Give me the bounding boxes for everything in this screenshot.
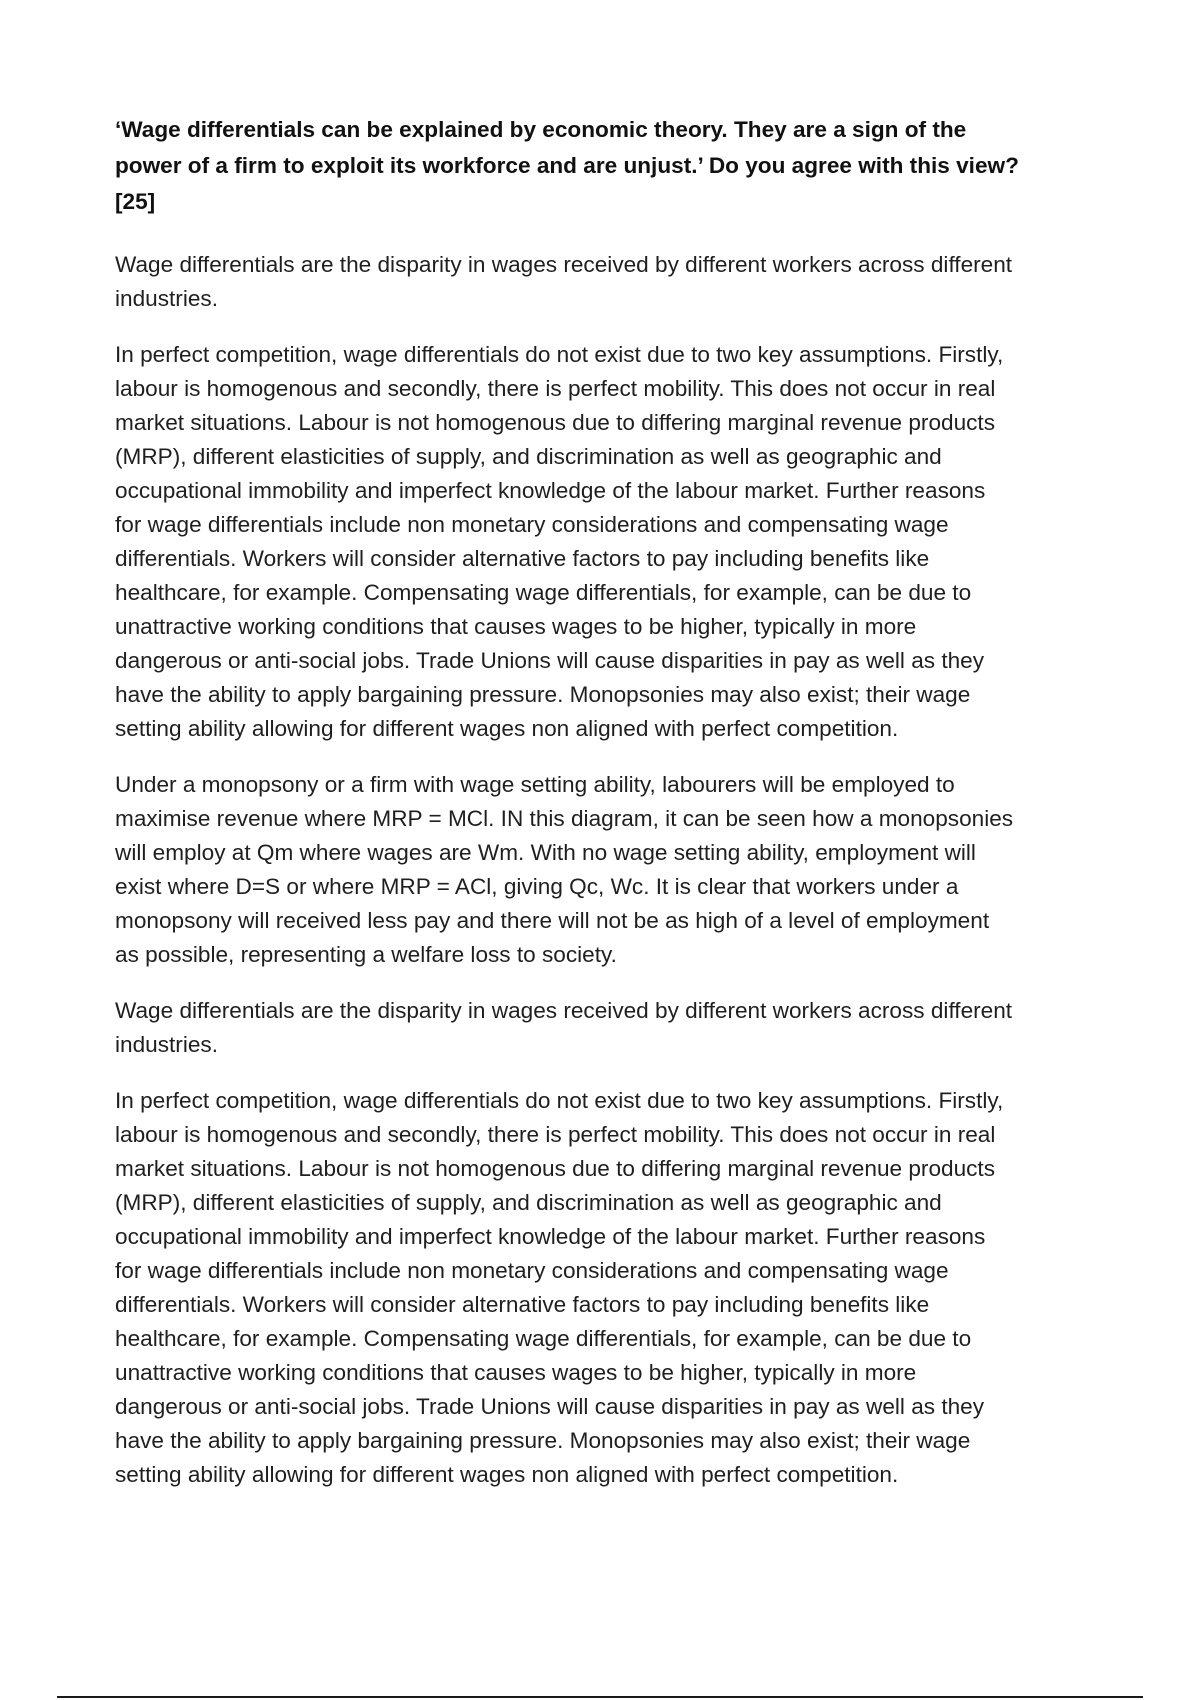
text-line: will employ at Qm where wages are Wm. With no wage setting ability, employment will xyxy=(115,840,976,865)
text-line: differentials. Workers will consider alternative factors to pay including benefits like xyxy=(115,1292,930,1317)
text-line: setting ability allowing for different wages non aligned with perfect competition. xyxy=(115,716,899,741)
text-line: as possible, representing a welfare loss to society. xyxy=(115,942,617,967)
text-line: for wage differentials include non monetary considerations and compensating wage xyxy=(115,1258,949,1283)
essay-question xyxy=(115,112,1095,220)
text-line: Under a monopsony or a firm with wage setting ability, labourers will be employed to xyxy=(115,772,955,797)
text-line: occupational immobility and imperfect knowledge of the labour market. Further reasons xyxy=(115,1224,986,1249)
text-line: market situations. Labour is not homogenous due to differing marginal revenue products xyxy=(115,410,996,435)
text-line: unattractive working conditions that causes wages to be higher, typically in more xyxy=(115,1360,917,1385)
document-body xyxy=(115,112,1095,1514)
text-line: dangerous or anti-social jobs. Trade Unions will cause disparities in pay as well as they xyxy=(115,1394,985,1419)
essay-question-marks: [25] xyxy=(115,189,156,214)
text-line: differentials. Workers will consider alternative factors to pay including benefits like xyxy=(115,546,930,571)
text-line: In perfect competition, wage differentials do not exist due to two key assumptions. Firstly, xyxy=(115,342,1004,367)
text-line: market situations. Labour is not homogenous due to differing marginal revenue products xyxy=(115,1156,996,1181)
text-line: have the ability to apply bargaining pressure. Monopsonies may also exist; their wage xyxy=(115,682,971,707)
text-line: for wage differentials include non monetary considerations and compensating wage xyxy=(115,512,949,537)
text-line: healthcare, for example. Compensating wage differentials, for example, can be due to xyxy=(115,580,972,605)
essay-question-line: power of a firm to exploit its workforce and are unjust.’ Do you agree with this view? xyxy=(115,153,1019,178)
text-line: labour is homogenous and secondly, there is perfect mobility. This does not occur in real xyxy=(115,376,996,401)
text-line: Wage differentials are the disparity in wages received by different workers across different xyxy=(115,252,1013,277)
text-line: exist where D=S or where MRP = ACl, giving Qc, Wc. It is clear that workers under a xyxy=(115,874,959,899)
text-line: maximise revenue where MRP = MCl. IN this diagram, it can be seen how a monopsonies xyxy=(115,806,1014,831)
text-line: setting ability allowing for different wages non aligned with perfect competition. xyxy=(115,1462,899,1487)
text-line: (MRP), different elasticities of supply, and discrimination as well as geographic and xyxy=(115,1190,942,1215)
text-line: unattractive working conditions that causes wages to be higher, typically in more xyxy=(115,614,917,639)
text-line: occupational immobility and imperfect knowledge of the labour market. Further reasons xyxy=(115,478,986,503)
text-line: healthcare, for example. Compensating wage differentials, for example, can be due to xyxy=(115,1326,972,1351)
text-line: industries. xyxy=(115,286,218,311)
paragraph-definition xyxy=(115,248,1095,316)
paragraph-perfect-competition-repeat xyxy=(115,1084,1095,1492)
paragraph-definition-repeat xyxy=(115,994,1095,1062)
footer-divider xyxy=(57,1696,1143,1698)
essay-question-line: ‘Wage differentials can be explained by economic theory. They are a sign of the xyxy=(115,117,967,142)
paragraph-perfect-competition xyxy=(115,338,1095,746)
text-line: Wage differentials are the disparity in wages received by different workers across different xyxy=(115,998,1013,1023)
text-line: dangerous or anti-social jobs. Trade Unions will cause disparities in pay as well as they xyxy=(115,648,985,673)
text-line: labour is homogenous and secondly, there is perfect mobility. This does not occur in real xyxy=(115,1122,996,1147)
text-line: industries. xyxy=(115,1032,218,1057)
text-line: In perfect competition, wage differentials do not exist due to two key assumptions. Firstly, xyxy=(115,1088,1004,1113)
text-line: have the ability to apply bargaining pressure. Monopsonies may also exist; their wage xyxy=(115,1428,971,1453)
paragraph-monopsony xyxy=(115,768,1095,972)
text-line: monopsony will received less pay and there will not be as high of a level of employment xyxy=(115,908,990,933)
text-line: (MRP), different elasticities of supply, and discrimination as well as geographic and xyxy=(115,444,942,469)
